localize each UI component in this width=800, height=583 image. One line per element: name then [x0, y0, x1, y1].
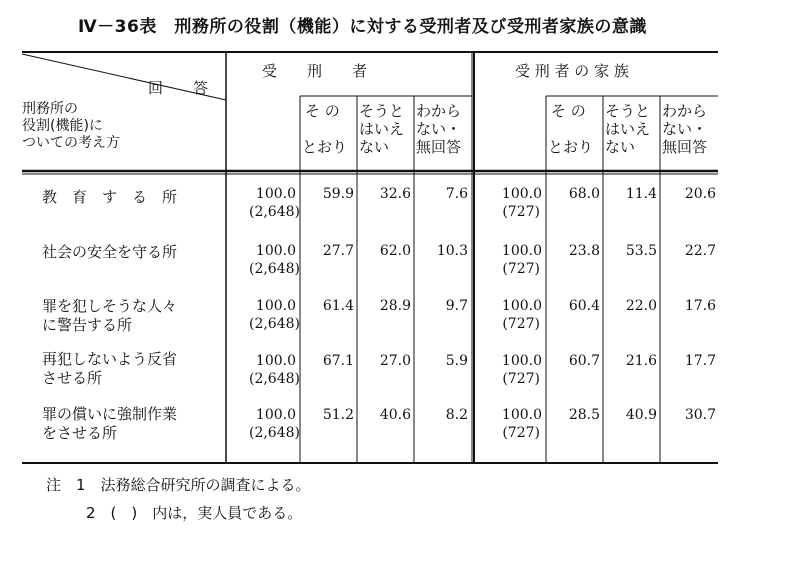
cell-inmate-total: 100.0	[255, 407, 296, 423]
row-label: 再犯しないよう反省	[42, 350, 178, 368]
cell-inmate-total: 100.0	[255, 353, 296, 369]
cell-inmate-unknown: 8.2	[445, 407, 468, 423]
subheader-unknown: 無回答	[662, 138, 708, 156]
cell-family-agree: 60.7	[568, 353, 600, 369]
cell-inmate-n: (2,648)	[248, 371, 300, 387]
cell-family-n: (727)	[502, 371, 540, 387]
subheader-unknown: ない・	[662, 120, 708, 138]
row-label: をさせる所	[42, 424, 118, 442]
cell-family-disagree: 11.4	[625, 186, 657, 202]
cell-family-total: 100.0	[501, 243, 542, 259]
footnote: 注 1 法務総合研究所の調査による。	[46, 476, 311, 494]
table-title: Ⅳ－36表 刑務所の役割（機能）に対する受刑者及び受刑者家族の意識	[78, 17, 647, 37]
cell-inmate-disagree: 27.0	[379, 353, 411, 369]
cell-family-agree: 60.4	[568, 298, 600, 314]
row-label: 社会の安全を守る所	[42, 243, 178, 261]
cell-inmate-total: 100.0	[255, 243, 296, 259]
cell-inmate-disagree: 40.6	[379, 407, 411, 423]
cell-family-agree: 28.5	[568, 407, 600, 423]
subheader-agree: とおり	[548, 138, 594, 156]
cell-family-unknown: 20.6	[684, 186, 716, 202]
cell-inmate-unknown: 9.7	[445, 298, 468, 314]
cell-inmate-unknown: 7.6	[445, 186, 468, 202]
cell-family-n: (727)	[502, 204, 540, 220]
cell-inmate-disagree: 28.9	[379, 298, 411, 314]
cell-inmate-disagree: 32.6	[379, 186, 411, 202]
cell-inmate-total: 100.0	[255, 186, 296, 202]
row-label: に警告する所	[42, 316, 133, 334]
row-label: 教 育 す る 所	[42, 188, 178, 206]
cell-inmate-disagree: 62.0	[379, 243, 411, 259]
subheader-disagree: ない	[605, 138, 636, 156]
cell-family-disagree: 40.9	[625, 407, 657, 423]
row-label: させる所	[42, 369, 103, 387]
group-header-inmate: 受 刑 者	[262, 62, 368, 80]
subheader-disagree: ない	[359, 138, 390, 156]
subheader-agree: そ の	[551, 102, 586, 120]
cell-family-unknown: 22.7	[684, 243, 716, 259]
subheader-unknown: わから	[662, 102, 708, 120]
cell-family-unknown: 17.6	[684, 298, 716, 314]
cell-inmate-unknown: 5.9	[445, 353, 468, 369]
footnote: 2 ( ) 内は，実人員である。	[86, 504, 303, 522]
subheader-unknown: 無回答	[416, 138, 462, 156]
row-label: 罪を犯しそうな人々	[42, 297, 178, 315]
cell-inmate-total: 100.0	[255, 298, 296, 314]
row-header-line: 刑務所の	[22, 101, 78, 117]
cell-family-n: (727)	[502, 261, 540, 277]
subheader-agree: とおり	[302, 138, 348, 156]
cell-inmate-n: (2,648)	[248, 425, 300, 441]
subheader-disagree: はいえ	[359, 120, 405, 138]
cell-family-total: 100.0	[501, 186, 542, 202]
cell-inmate-agree: 67.1	[322, 353, 354, 369]
subheader-disagree: はいえ	[605, 120, 651, 138]
cell-family-unknown: 17.7	[684, 353, 716, 369]
cell-inmate-agree: 27.7	[322, 243, 354, 259]
cell-family-n: (727)	[502, 425, 540, 441]
cell-inmate-n: (2,648)	[248, 204, 300, 220]
cell-family-total: 100.0	[501, 353, 542, 369]
cell-inmate-n: (2,648)	[248, 261, 300, 277]
cell-inmate-n: (2,648)	[248, 316, 300, 332]
group-header-family: 受 刑 者 の 家 族	[515, 62, 629, 80]
cell-family-disagree: 21.6	[625, 353, 657, 369]
cell-family-disagree: 53.5	[625, 243, 657, 259]
subheader-unknown: ない・	[416, 120, 462, 138]
subheader-agree: そ の	[305, 102, 340, 120]
answer-label: 回 答	[148, 79, 209, 97]
subheader-disagree: そうと	[605, 102, 651, 120]
row-header-line: 役割(機能)に	[22, 118, 103, 134]
subheader-disagree: そうと	[359, 102, 405, 120]
cell-inmate-agree: 61.4	[322, 298, 354, 314]
row-header-line: ついての考え方	[22, 135, 120, 151]
cell-family-agree: 68.0	[568, 186, 600, 202]
cell-family-disagree: 22.0	[625, 298, 657, 314]
cell-family-total: 100.0	[501, 407, 542, 423]
cell-inmate-agree: 59.9	[322, 186, 354, 202]
cell-family-agree: 23.8	[568, 243, 600, 259]
cell-family-unknown: 30.7	[684, 407, 716, 423]
cell-inmate-agree: 51.2	[322, 407, 354, 423]
cell-family-n: (727)	[502, 316, 540, 332]
cell-family-total: 100.0	[501, 298, 542, 314]
row-label: 罪の償いに強制作業	[42, 405, 178, 423]
cell-inmate-unknown: 10.3	[436, 243, 468, 259]
subheader-unknown: わから	[416, 102, 462, 120]
